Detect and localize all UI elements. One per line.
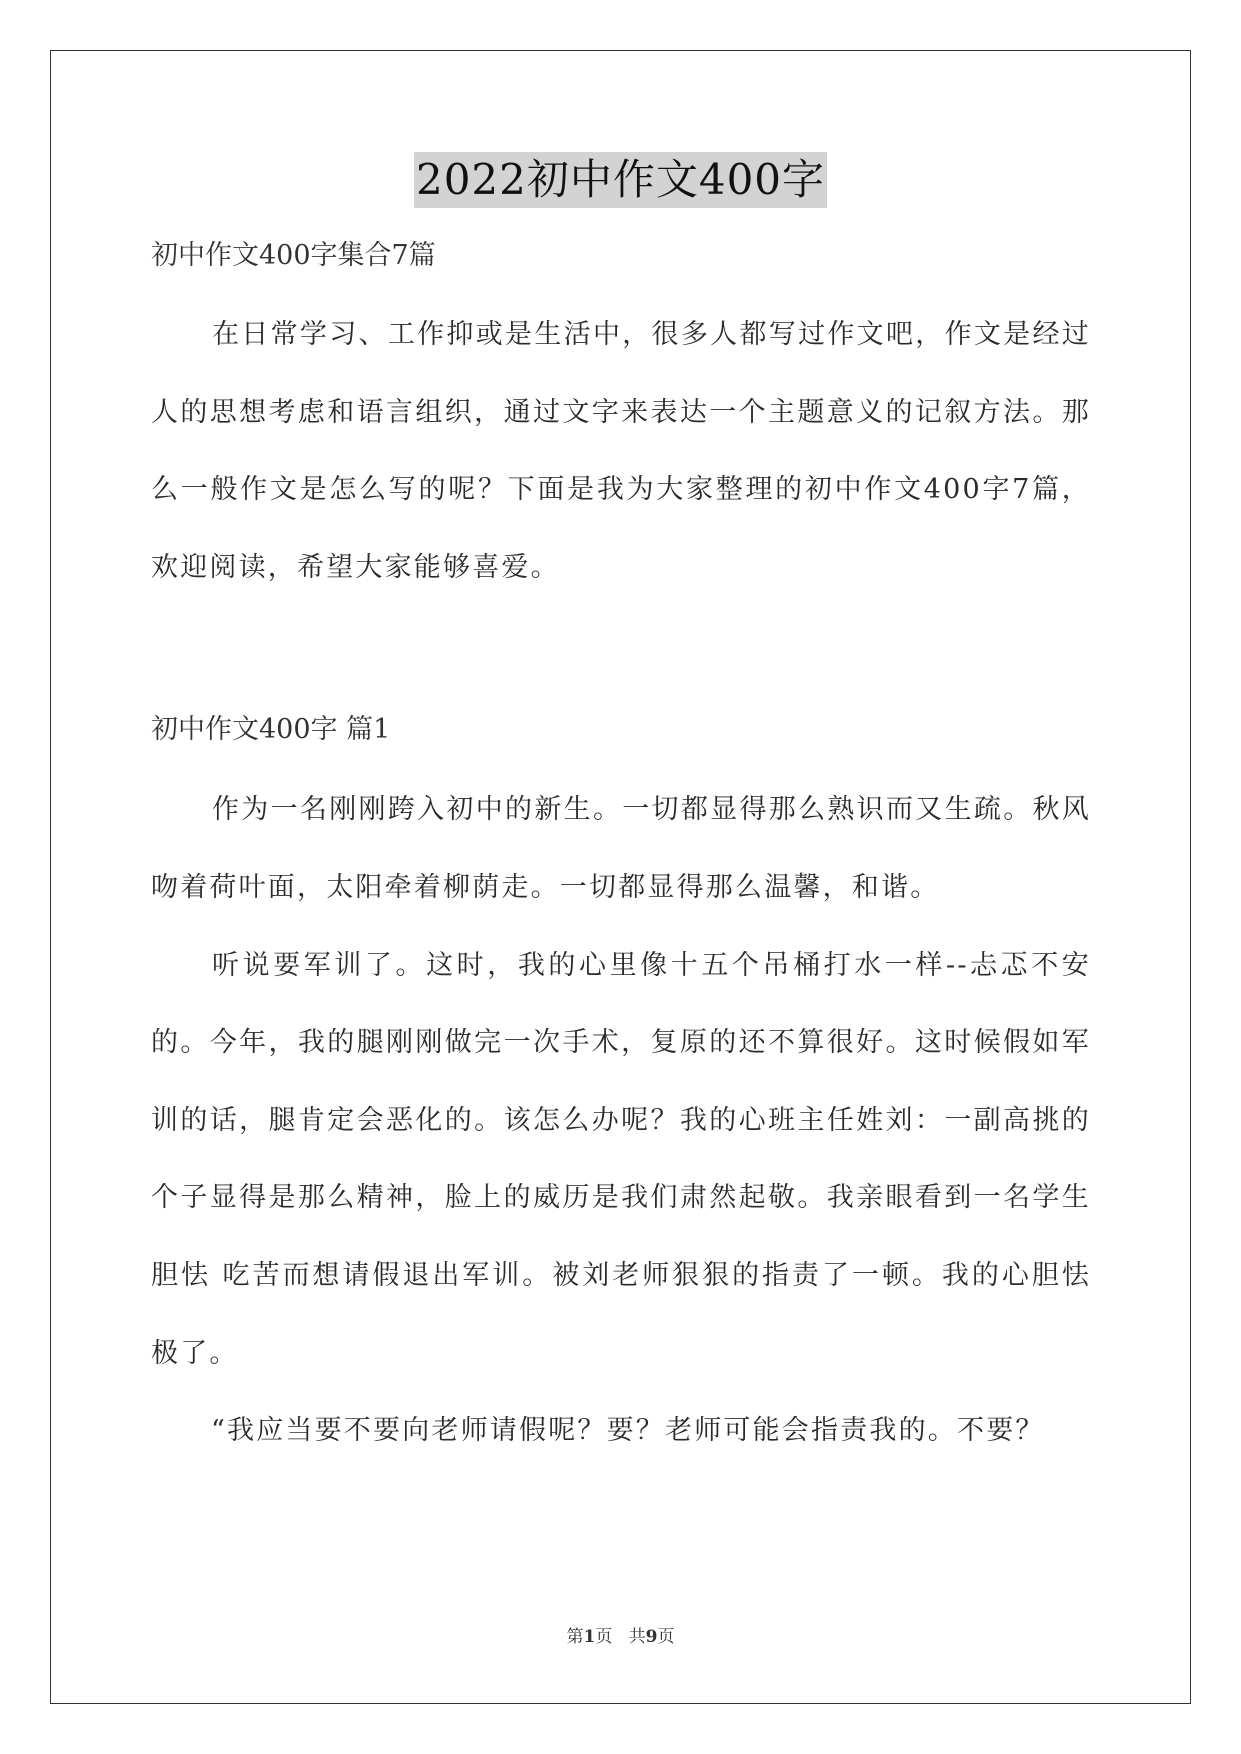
- footer-total-prefix: 共: [628, 1627, 646, 1647]
- title-container: [0, 152, 1241, 208]
- section-heading: 初中作文400字 篇1: [151, 714, 391, 746]
- quote-paragraph: “我应当要不要向老师请假呢？要？老师可能会指责我的。不要？: [211, 1415, 1045, 1447]
- footer-page-label: 页: [595, 1627, 613, 1647]
- document-body: [151, 236, 1091, 1470]
- page-footer: [0, 1622, 1241, 1647]
- body-paragraph-1: 作为一名刚刚跨入初中的新生。一切都显得那么熟识而又生疏。秋风吻着荷叶面，太阳牵着柳荫走。一切都显得那么温馨，和谐。: [151, 794, 1091, 903]
- body-paragraph-2: 听说要军训了。这时，我的心里像十五个吊桶打水一样--忐忑不安的。今年，我的腿刚刚做完一次手术，复原的还不算很好。这时候假如军训的话，腿肯定会恶化的。该怎么办呢？我的心班主任姓刘：一副高挑的个子显得是那么精神，脸上的威历是我们肃然起敬。我亲眼看到一名学生胆怯 吃苦而想请假退出军训。被刘老师狠狠的指责了一顿。我的心胆怯 极了。: [151, 949, 1091, 1369]
- intro-paragraph: 在日常学习、工作抑或是生活中，很多人都写过作文吧，作文是经过人的思想考虑和语言组织，通过文字来表达一个主题意义的记叙方法。那么一般作文是怎么写的呢？下面是我为大家整理的初中作文400字7篇，欢迎阅读，希望大家能够喜爱。: [151, 319, 1091, 583]
- document-title: 2022初中作文400字: [414, 152, 827, 208]
- footer-page-total: 9: [645, 1627, 658, 1647]
- collection-heading: 初中作文400字集合7篇: [151, 240, 436, 271]
- footer-prefix: 第: [566, 1627, 584, 1647]
- footer-page-current: 1: [583, 1627, 596, 1647]
- footer-total-label: 页: [657, 1627, 675, 1647]
